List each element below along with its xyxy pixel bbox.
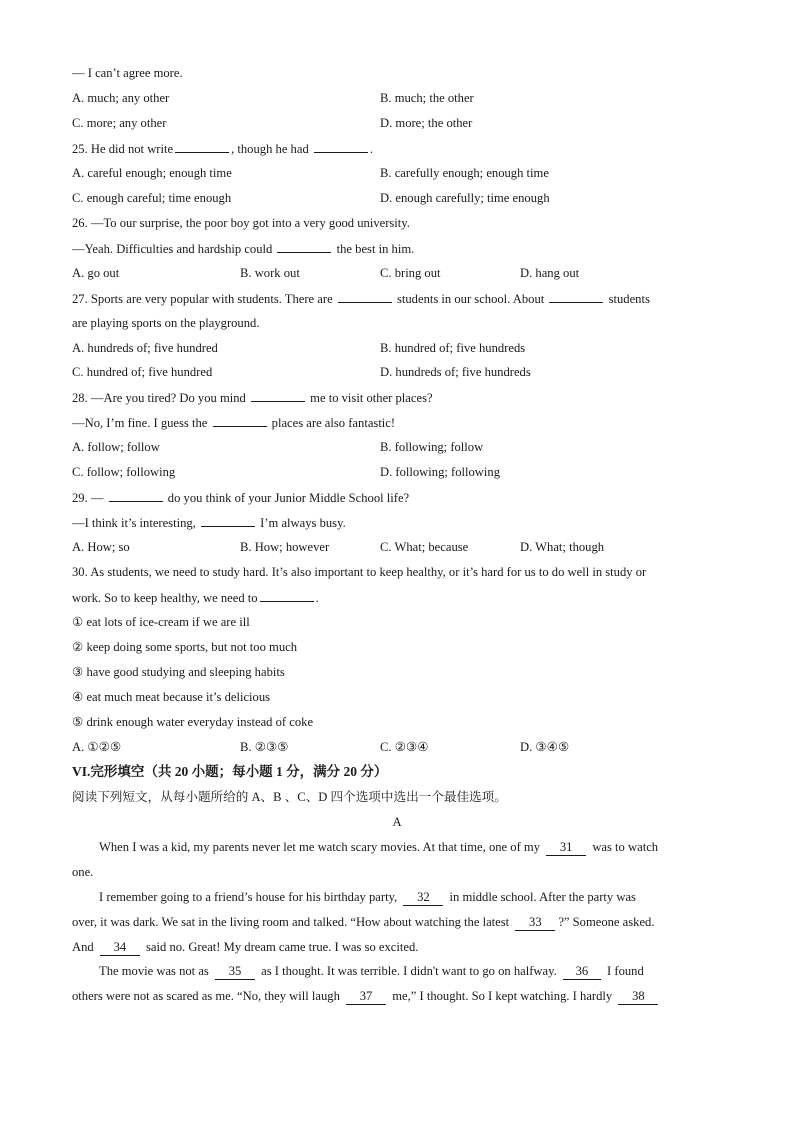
q27-blank-2[interactable] bbox=[549, 288, 603, 303]
q24-reply: — I can’t agree more. bbox=[72, 66, 183, 80]
q24-option-a[interactable]: A. much; any other bbox=[72, 91, 170, 105]
blank-38[interactable]: 38 bbox=[618, 989, 658, 1005]
q27-option-a[interactable]: A. hundreds of; five hundred bbox=[72, 341, 218, 355]
q27-blank-1[interactable] bbox=[338, 288, 392, 303]
q30-option-d[interactable]: D. ③④⑤ bbox=[520, 740, 570, 754]
q30-item-5: ⑤ drink enough water everyday instead of coke bbox=[72, 715, 314, 729]
q27-options-row2 bbox=[72, 362, 722, 382]
q29-option-d[interactable]: D. What; though bbox=[520, 540, 605, 554]
q26-option-b[interactable]: B. work out bbox=[240, 266, 300, 280]
blank-35[interactable]: 35 bbox=[215, 964, 255, 980]
q28-blank-2[interactable] bbox=[213, 412, 267, 427]
section-title: VI.完形填空（共 20 小题；每小题 1 分，满分 20 分） bbox=[72, 764, 388, 779]
blank-34[interactable]: 34 bbox=[100, 940, 140, 956]
q26-option-d[interactable]: D. hang out bbox=[520, 266, 580, 280]
q28-option-a[interactable]: A. follow; follow bbox=[72, 440, 160, 454]
q30-stem-cont: work. So to keep healthy, we need to . bbox=[72, 587, 722, 607]
q30-option-b[interactable]: B. ②③⑤ bbox=[240, 740, 289, 754]
section-instruction: 阅读下列短文，从每小题所给的 A、B 、C、D 四个选项中选出一个最佳选项。 bbox=[72, 790, 507, 804]
q28-option-c[interactable]: C. follow; following bbox=[72, 465, 176, 479]
passage-line: others were not as scared as me. “No, they will laugh 37 me,” I thought. So I kept watching. I hardly 38 bbox=[72, 986, 722, 1006]
passage-line: And 34 said no. Great! My dream came true. I was so excited. bbox=[72, 940, 419, 954]
q27-options-row1 bbox=[72, 338, 722, 358]
q25-option-a[interactable]: A. careful enough; enough time bbox=[72, 166, 232, 180]
q27-stem-cont: are playing sports on the playground. bbox=[72, 316, 260, 330]
q28-option-d[interactable]: D. following; following bbox=[380, 465, 500, 479]
q28-options-row1 bbox=[72, 437, 722, 457]
q27-option-d[interactable]: D. hundreds of; five hundreds bbox=[380, 365, 531, 379]
q30-item-2: ② keep doing some sports, but not too much bbox=[72, 640, 298, 654]
q24-option-b[interactable]: B. much; the other bbox=[380, 91, 474, 105]
q30-item-4: ④ eat much meat because it’s delicious bbox=[72, 690, 271, 704]
q25-option-c[interactable]: C. enough careful; time enough bbox=[72, 191, 232, 205]
passage-line: When I was a kid, my parents never let me watch scary movies. At that time, one of my 31 was to watch bbox=[99, 840, 659, 854]
q29-option-b[interactable]: B. How; however bbox=[240, 540, 330, 554]
blank-33[interactable]: 33 bbox=[515, 915, 555, 931]
q24-option-d[interactable]: D. more; the other bbox=[380, 116, 473, 130]
q24-options-row1 bbox=[72, 88, 722, 108]
q28-reply: —No, I’m fine. I guess the places are also fantastic! bbox=[72, 412, 722, 432]
q29-stem: 29. — do you think of your Junior Middle School life? bbox=[72, 487, 722, 507]
blank-31[interactable]: 31 bbox=[546, 840, 586, 856]
q27-stem: 27. Sports are very popular with students. There are students in our school. About students bbox=[72, 288, 722, 308]
q25-blank-1[interactable] bbox=[175, 138, 229, 153]
blank-37[interactable]: 37 bbox=[346, 989, 386, 1005]
blank-36[interactable]: 36 bbox=[563, 964, 601, 980]
q28-stem: 28. —Are you tired? Do you mind me to visit other places? bbox=[72, 387, 722, 407]
q28-blank-1[interactable] bbox=[251, 387, 305, 402]
q26-option-a[interactable]: A. go out bbox=[72, 266, 120, 280]
q26-stem: 26. —To our surprise, the poor boy got into a very good university. bbox=[72, 216, 410, 230]
q30-item-3: ③ have good studying and sleeping habits bbox=[72, 665, 285, 679]
q26-reply: —Yeah. Difficulties and hardship could the best in him. bbox=[72, 238, 722, 258]
q27-option-b[interactable]: B. hundred of; five hundreds bbox=[380, 341, 526, 355]
q28-option-b[interactable]: B. following; follow bbox=[380, 440, 484, 454]
q27-option-c[interactable]: C. hundred of; five hundred bbox=[72, 365, 213, 379]
q25-blank-2[interactable] bbox=[314, 138, 368, 153]
q26-options bbox=[72, 263, 722, 283]
q29-blank-1[interactable] bbox=[109, 487, 163, 502]
passage-line: The movie was not as 35 as I thought. It was terrible. I didn't want to go on halfway. 36 I found bbox=[99, 964, 644, 978]
q26-blank[interactable] bbox=[277, 238, 331, 253]
q30-option-a[interactable]: A. ①②⑤ bbox=[72, 740, 122, 754]
q30-option-c[interactable]: C. ②③④ bbox=[380, 740, 429, 754]
q28-options-row2 bbox=[72, 462, 722, 482]
q30-blank[interactable] bbox=[260, 587, 314, 602]
q29-option-a[interactable]: A. How; so bbox=[72, 540, 130, 554]
q30-options bbox=[72, 737, 722, 757]
blank-32[interactable]: 32 bbox=[403, 890, 443, 906]
q24-option-c[interactable]: C. more; any other bbox=[72, 116, 167, 130]
passage-line: one. bbox=[72, 865, 94, 879]
q29-option-c[interactable]: C. What; because bbox=[380, 540, 469, 554]
passage-line: over, it was dark. We sat in the living room and talked. “How about watching the latest 33 ?” Someone asked. bbox=[72, 915, 655, 929]
q30-item-1: ① eat lots of ice-cream if we are ill bbox=[72, 615, 250, 629]
q30-stem: 30. As students, we need to study hard. It’s also important to keep healthy, or it’s hard for us to do well in study or bbox=[72, 565, 647, 579]
q25-option-d[interactable]: D. enough carefully; time enough bbox=[380, 191, 550, 205]
passage-line: I remember going to a friend’s house for his birthday party, 32 in middle school. After the party was bbox=[99, 890, 636, 904]
q25-options-row2 bbox=[72, 188, 722, 208]
passage-label: A bbox=[392, 815, 402, 829]
q29-options bbox=[72, 537, 722, 557]
q25-options-row1 bbox=[72, 163, 722, 183]
q25-option-b[interactable]: B. carefully enough; enough time bbox=[380, 166, 549, 180]
q25-stem: 25. He did not write , though he had . bbox=[72, 138, 722, 158]
q29-blank-2[interactable] bbox=[201, 512, 255, 527]
q26-option-c[interactable]: C. bring out bbox=[380, 266, 441, 280]
q29-reply: —I think it’s interesting, I’m always busy. bbox=[72, 512, 722, 532]
q24-options-row2 bbox=[72, 113, 722, 133]
